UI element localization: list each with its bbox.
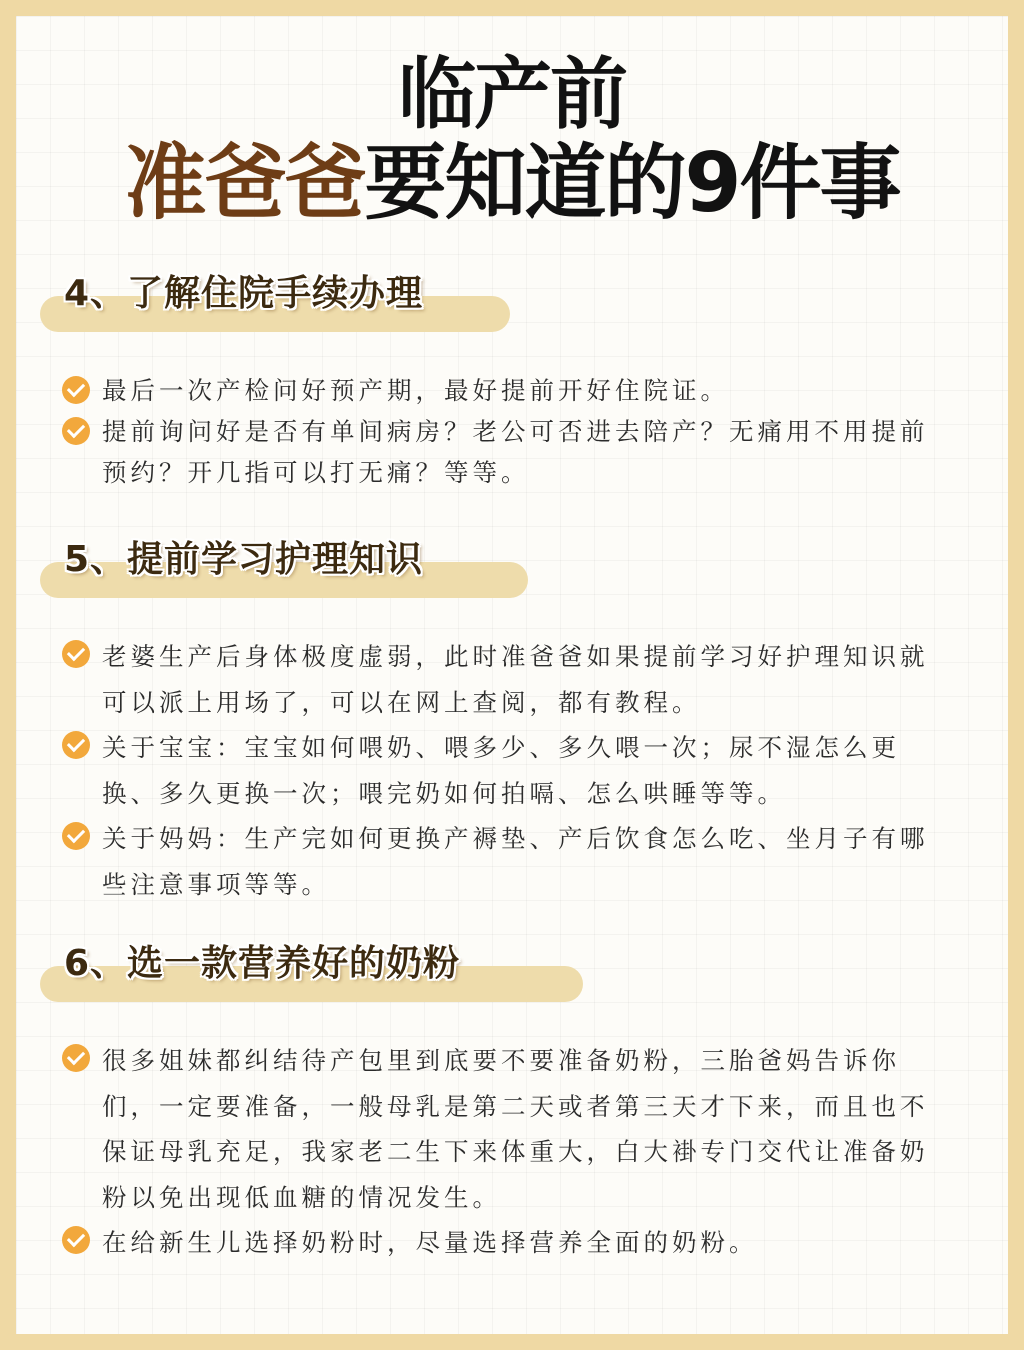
list-item-text: 提前询问好是否有单间病房？老公可否进去陪产？无痛用不用提前预约？开几指可以打无痛？等等。 [102,417,929,487]
list-item [62,725,942,816]
list-item-text: 关于妈妈：生产完如何更换产褥垫、产后饮食怎么吃、坐月子有哪些注意事项等等。 [102,824,929,899]
section-heading-label: 5、提前学习护理知识 [64,539,424,580]
check-circle-icon [62,731,90,759]
list-item [62,411,942,493]
check-circle-icon [62,1226,90,1254]
section-heading-label: 6、选一款营养好的奶粉 [64,943,461,984]
page-title-line2 [0,136,1024,232]
list-item-text: 关于宝宝：宝宝如何喂奶、喂多少、多久喂一次；尿不湿怎么更换、多久更换一次；喂完奶如何拍嗝、怎么哄睡等等。 [102,733,900,808]
list-item [62,1220,942,1266]
check-circle-icon [62,417,90,445]
page-title-line1: 临产前 [397,50,626,140]
check-circle-icon [62,1044,90,1072]
list-item [62,1038,942,1220]
check-circle-icon [62,640,90,668]
list-item [62,370,942,411]
list-item-text: 老婆生产后身体极度虚弱，此时准爸爸如果提前学习好护理知识就可以派上用场了，可以在网上查阅，都有教程。 [102,642,929,717]
list-item-text: 很多姐妹都纠结待产包里到底要不要准备奶粉，三胎爸妈告诉你们，一定要准备，一般母乳是第二天或者第三天才下来，而且也不保证母乳充足，我家老二生下来体重大，白大褂专门交代让准备奶粉以免出现低血糖的情况发生。 [102,1046,929,1212]
page-title-rest: 要知道的9件事 [364,136,900,231]
page-title-accent: 准爸爸 [124,136,365,231]
check-circle-icon [62,822,90,850]
section-heading-label: 4、了解住院手续办理 [64,273,424,314]
list-item-text: 最后一次产检问好预产期，最好提前开好住院证。 [102,376,729,405]
check-circle-icon [62,376,90,404]
list-item [62,816,942,907]
list-item-text: 在给新生儿选择奶粉时，尽量选择营养全面的奶粉。 [102,1228,758,1257]
list-item [62,634,942,725]
